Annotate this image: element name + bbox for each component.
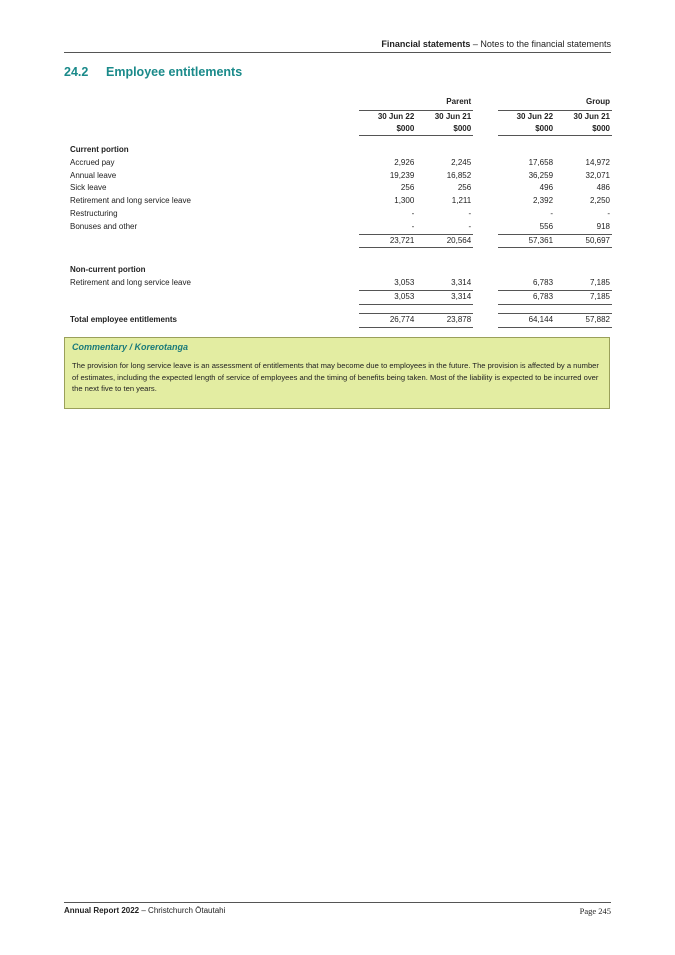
subtotal-cell: 6,783	[498, 290, 555, 304]
cell: 1,211	[451, 196, 472, 206]
total-cell: 26,774	[359, 313, 416, 327]
subtotal-cell: 3,314	[416, 290, 473, 304]
page-footer	[64, 902, 611, 915]
parent-group-label: Parent	[359, 94, 473, 111]
section-heading	[64, 65, 242, 79]
footer-publication	[64, 906, 225, 915]
cell: 2,392	[533, 196, 554, 206]
total-cell: 64,144	[498, 313, 555, 327]
table-row	[70, 170, 612, 183]
cell: 256	[457, 183, 472, 193]
row-label: Accrued pay	[70, 157, 115, 167]
row-label: Annual leave	[70, 170, 117, 180]
cell: -	[411, 221, 415, 231]
cell: 486	[596, 183, 610, 193]
commentary-box	[64, 337, 610, 409]
cell: 36,259	[528, 170, 554, 180]
footer-report-title: Annual Report 2022	[64, 906, 140, 915]
col-header: 30 Jun 21	[573, 112, 610, 121]
table-row	[70, 277, 612, 290]
row-label: Bonuses and other	[70, 222, 138, 232]
subtotal-cell: 7,185	[555, 290, 612, 304]
section-title: Employee entitlements	[106, 65, 243, 79]
total-cell: 23,878	[416, 313, 473, 327]
cell: 3,314	[451, 278, 472, 288]
subtotal-cell: 23,721	[359, 234, 416, 248]
table-row	[70, 157, 612, 170]
page-number: Page 245	[579, 906, 611, 916]
footer-report-subtitle: – Christchurch Ōtautahi	[139, 906, 226, 915]
cell: 496	[539, 183, 554, 193]
cell: 2,245	[451, 157, 472, 167]
page-header	[64, 39, 611, 53]
col-header: 30 Jun 22	[516, 112, 554, 121]
cell: 1,300	[394, 196, 415, 206]
cell: 17,658	[528, 157, 554, 167]
commentary-body: The provision for long service leave is an assessment of entitlements that may become due to employees in the future. The provision is affected by a number of estimates, including the expected length of service of employees and the timing of benefits being taken. Most of the liability is expected to be incurred over the next five to ten years.	[72, 361, 599, 393]
col-unit: $000	[416, 123, 473, 136]
grand-total-row	[70, 313, 612, 327]
cell: 19,239	[389, 170, 415, 180]
column-header-row-1	[70, 111, 612, 124]
noncurrent-subtotal-row	[70, 290, 612, 304]
cell: 16,852	[446, 170, 472, 180]
row-label: Restructuring	[70, 208, 118, 218]
col-unit: $000	[498, 123, 555, 136]
cell: 6,783	[533, 278, 554, 288]
table-row	[70, 182, 612, 195]
current-portion-heading: Current portion	[70, 145, 129, 154]
subtotal-cell: 50,697	[555, 234, 612, 248]
col-header: 30 Jun 21	[434, 112, 472, 121]
cell: 556	[539, 221, 554, 231]
table-row	[70, 195, 612, 208]
cell: 14,972	[585, 157, 610, 167]
noncurrent-portion-heading-row	[70, 264, 612, 277]
group-header-row	[70, 94, 612, 111]
cell: -	[550, 208, 554, 218]
cell: 32,071	[585, 170, 610, 180]
cell: 2,250	[589, 196, 610, 206]
col-unit: $000	[359, 123, 416, 136]
row-label: Retirement and long service leave	[70, 278, 191, 288]
subtotal-cell: 3,053	[359, 290, 416, 304]
commentary-title: Commentary / Korerotanga	[72, 342, 189, 352]
current-portion-heading-row	[70, 144, 612, 157]
cell: -	[468, 221, 472, 231]
row-label: Retirement and long service leave	[70, 196, 191, 206]
header-section: Financial statements	[381, 39, 471, 49]
employee-entitlements-table	[70, 94, 612, 328]
row-label: Sick leave	[70, 183, 107, 193]
cell: 256	[400, 183, 415, 193]
total-cell: 57,882	[555, 313, 612, 327]
cell: 3,053	[394, 278, 415, 288]
cell: -	[607, 208, 610, 218]
group-group-label: Group	[498, 94, 612, 111]
col-unit: $000	[555, 123, 612, 136]
cell: -	[468, 208, 472, 218]
table-row	[70, 221, 612, 234]
col-header: 30 Jun 22	[377, 112, 415, 121]
grand-total-label: Total employee entitlements	[70, 314, 177, 324]
section-number: 24.2	[64, 65, 89, 79]
subtotal-cell: 57,361	[498, 234, 555, 248]
cell: -	[411, 208, 415, 218]
subtotal-cell: 20,564	[416, 234, 473, 248]
cell: 918	[596, 221, 610, 231]
column-header-row-2	[70, 123, 612, 136]
current-subtotal-row	[70, 234, 612, 248]
cell: 2,926	[394, 157, 415, 167]
cell: 7,185	[589, 278, 610, 288]
noncurrent-portion-heading: Non-current portion	[70, 265, 146, 275]
header-subsection: – Notes to the financial statements	[470, 39, 611, 49]
table-row	[70, 208, 612, 221]
